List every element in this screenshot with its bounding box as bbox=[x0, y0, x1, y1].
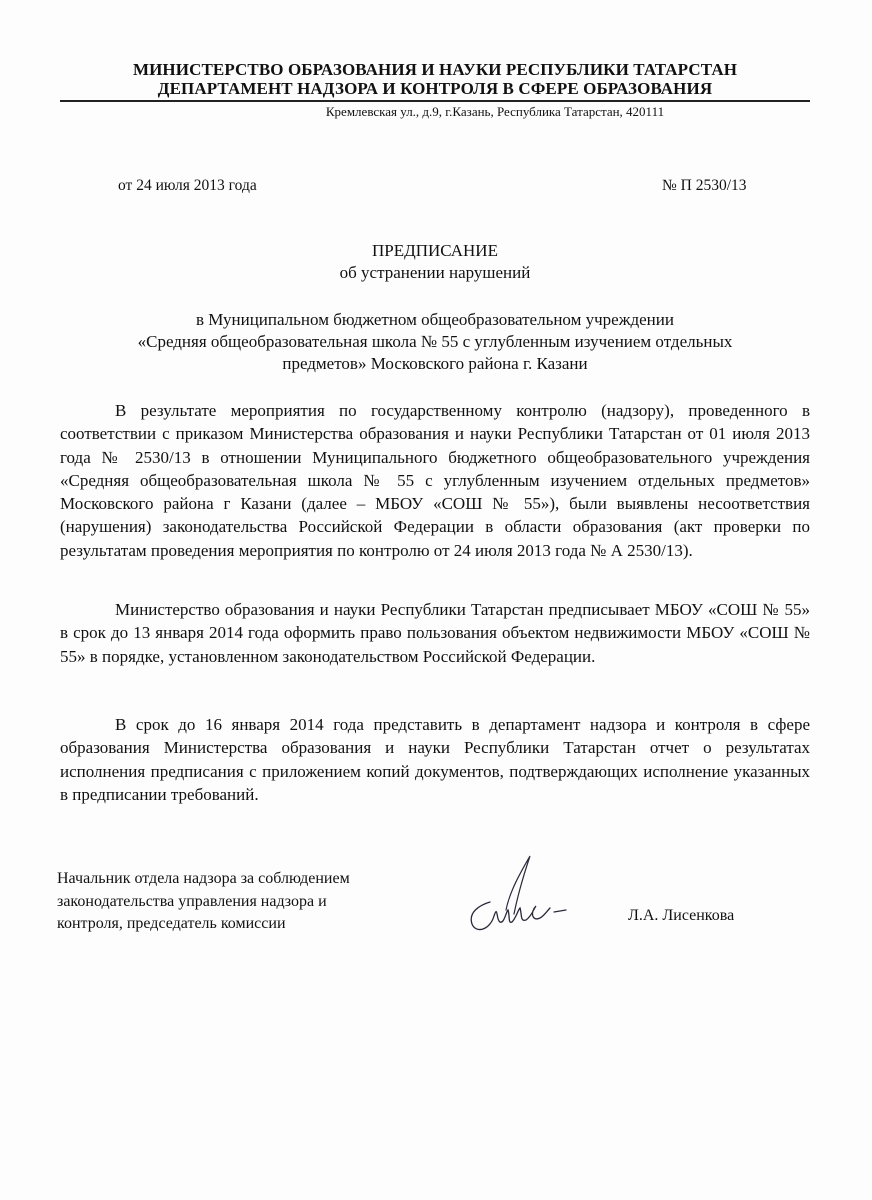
signer-position-line-2: законодательства управления надзора и bbox=[57, 892, 327, 910]
letterhead bbox=[60, 60, 810, 120]
header-divider bbox=[60, 100, 810, 102]
signer-name: Л.А. Лисенкова bbox=[628, 907, 735, 924]
subject-line-2: «Средняя общеобразовательная школа № 55 с углубленным изучением отдельных bbox=[137, 332, 733, 351]
ministry-name: МИНИСТЕРСТВО ОБРАЗОВАНИЯ И НАУКИ РЕСПУБЛИКИ ТАТАРСТАН bbox=[132, 60, 738, 79]
body-paragraph-1: В результате мероприятия по государственному контролю (надзору), проведенного в соответствии с приказом Министерства образования и науки Республики Татарстан от 01 июля 2013 года № 2530/13 в отношении Муниципального бюджетного общеобразовательного учреждения «Средняя общеобразовательная школа № 55 с углубленным изучением отдельных предметов» Московского района г Казани (далее – МБОУ «СОШ № 55»), были выявлены несоответствия (нарушения) законодательства Российской Федерации в области образования (акт проверки по результатам проведения мероприятия по контролю от 24 июля 2013 года № А 2530/13). bbox=[60, 401, 810, 560]
signer-position-line-3: контроля, председатель комиссии bbox=[57, 915, 286, 932]
department-name: ДЕПАРТАМЕНТ НАДЗОРА И КОНТРОЛЯ В СФЕРЕ ОБРАЗОВАНИЯ bbox=[157, 79, 713, 98]
signature-stroke-loop bbox=[506, 856, 530, 914]
document-title: ПРЕДПИСАНИЕ bbox=[372, 241, 498, 260]
signature-stroke-tail bbox=[554, 910, 566, 912]
handwritten-signature bbox=[460, 850, 580, 940]
organization-address: Кремлевская ул., д.9, г.Казань, Республика Татарстан, 420111 bbox=[325, 104, 665, 119]
document-subject bbox=[60, 309, 810, 375]
document-date: от 24 июля 2013 года bbox=[118, 177, 257, 194]
document-subtitle: об устранении нарушений bbox=[339, 263, 531, 282]
signer-position-line-1: Начальник отдела надзора за соблюдением bbox=[57, 870, 350, 887]
document-number: № П 2530/13 bbox=[662, 177, 747, 194]
subject-line-1: в Муниципальном бюджетном общеобразовательном учреждении bbox=[196, 310, 674, 329]
subject-line-3: предметов» Московского района г. Казани bbox=[282, 354, 588, 373]
document-heading bbox=[60, 240, 810, 284]
body-paragraph-2: Министерство образования и науки Республики Татарстан предписывает МБОУ «СОШ № 55» в срок до 13 января 2014 года оформить право пользования объектом недвижимости МБОУ «СОШ № 55» в порядке, установленном законодательством Российской Федерации. bbox=[60, 600, 810, 666]
signature-stroke-main bbox=[471, 902, 550, 930]
body-paragraph-3: В срок до 16 января 2014 года представить в департамент надзора и контроля в сфере образования Министерства образования и науки Республики Татарстан отчет о результатах исполнения предписания с приложением копий документов, подтверждающих исполнение указанных в предписании требований. bbox=[60, 715, 810, 804]
signer-position bbox=[57, 868, 437, 936]
